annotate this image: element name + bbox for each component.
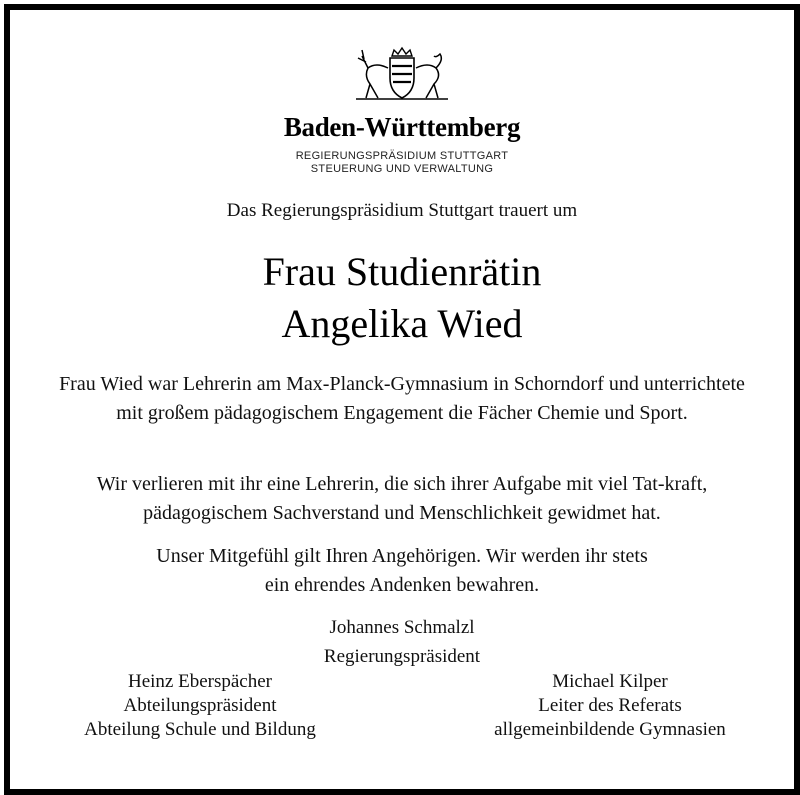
agency-department: STEUERUNG UND VERWALTUNG: [310, 163, 494, 175]
signatory-name: Heinz Eberspächer: [127, 671, 272, 692]
deceased-title: Frau Studienrätin: [262, 249, 542, 294]
signatory-department: allgemeinbildende Gymnasien: [494, 719, 726, 740]
paragraph-condolence: [50, 542, 754, 600]
condolence-line-1: Unser Mitgefühl gilt Ihren Angehörigen. Wir werden ihr stets: [156, 545, 648, 567]
signature-right: [450, 670, 770, 742]
signatory-department: Abteilung Schule und Bildung: [84, 719, 316, 740]
signatory-title: Abteilungspräsident: [123, 695, 277, 716]
deceased-name: Angelika Wied: [281, 301, 523, 346]
signature-main: [10, 613, 794, 671]
signatory-title: Leiter des Referats: [538, 695, 682, 716]
signatory-title: Regierungspräsident: [323, 646, 481, 667]
signature-left: [50, 670, 350, 742]
notice-frame: [4, 4, 800, 795]
coat-of-arms-icon: [354, 46, 450, 102]
signatory-name: Johannes Schmalzl: [329, 617, 475, 638]
agency-name: REGIERUNGSPRÄSIDIUM STUTTGART: [295, 150, 509, 162]
condolence-line-2: ein ehrendes Andenken bewahren.: [264, 574, 540, 596]
signatory-name: Michael Kilper: [552, 671, 668, 692]
paragraph-tribute: Wir verlieren mit ihr eine Lehrerin, die sich ihrer Aufgabe mit viel Tat-kraft, pädagogischem Sachverstand und Menschlichkeit gewidmet hat.: [96, 473, 708, 524]
paragraph-career: Frau Wied war Lehrerin am Max-Planck-Gymnasium in Schorndorf und unterrichtete mit großem pädagogischem Engagement die Fächer Chemie und Sport.: [59, 373, 745, 424]
intro-text: Das Regierungspräsidium Stuttgart trauert um: [226, 200, 578, 221]
state-name: Baden-Württemberg: [283, 112, 521, 142]
